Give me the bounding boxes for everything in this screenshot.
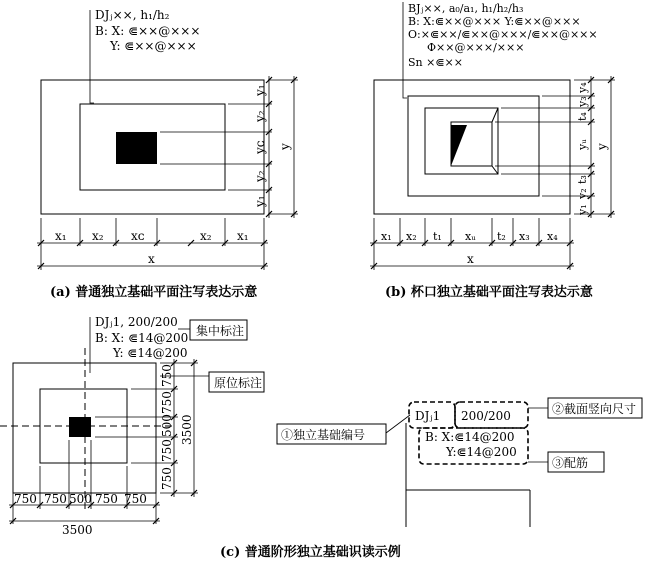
dim-b-y-total: y [595, 143, 609, 150]
dim-a-x2: x₂ [92, 229, 104, 243]
dim-b-t3: t₃ [576, 175, 589, 184]
panel-b-cup-fill [451, 125, 467, 166]
dim-a-xc: xᴄ [131, 229, 145, 243]
dim-a-y-total: y [278, 143, 292, 150]
dim-b-x-total: x [467, 252, 474, 266]
dim-a-y2: y₂ [253, 110, 267, 122]
panel-b-outer-step [374, 80, 570, 214]
panel-c-horizontal-dimensions [9, 440, 160, 537]
dim-c-v4: 750 [160, 439, 174, 462]
dim-a-y1b: y₁ [253, 195, 267, 207]
dim-a-x-total: x [148, 252, 155, 266]
panel-c-column [69, 417, 91, 437]
panel-b-rebar-sn: Sn ×⋐×× [408, 56, 463, 69]
dim-c-v3: 500 [160, 414, 174, 437]
panel-a-rebar-y: Y: ⋐××@××× [110, 39, 197, 53]
dim-c-h3: 500 [69, 492, 92, 506]
dim-a-x1b: x₁ [237, 229, 249, 243]
dim-b-xu: xᵤ [465, 230, 476, 243]
panel-d-code: DJⱼ1 [415, 409, 441, 423]
panel-d-rebar-y: Y:⋐14@200 [446, 445, 517, 459]
dim-b-y2: y₂ [576, 188, 589, 199]
dim-b-x1: x₁ [381, 230, 392, 243]
panel-b-caption: (b) 杯口独立基础平面注写表达示意 [385, 285, 593, 300]
tag-centralized: 集中标注 [196, 324, 245, 338]
panel-a-rebar-x: B: X: ⋐××@××× [95, 24, 201, 38]
tag-in-situ: 原位标注 [214, 376, 263, 390]
panel-a-caption: (a) 普通独立基础平面注写表达示意 [50, 285, 258, 300]
dim-b-t1: t₁ [433, 230, 442, 243]
panel-d-section: 200/200 [461, 409, 511, 423]
panel-a-vertical-dimensions [160, 76, 298, 218]
dim-c-v1: 750 [160, 364, 174, 387]
dim-b-x2: x₂ [406, 230, 417, 243]
dim-b-t4: t₄ [576, 112, 589, 121]
panel-b-leader [403, 2, 407, 98]
panel-a-horizontal-dimensions [37, 218, 268, 270]
panel-a-column [116, 132, 157, 164]
dim-b-y4: y₄ [576, 82, 589, 93]
dim-b-x4: x₄ [547, 230, 558, 243]
panel-a-leader [90, 10, 94, 103]
callout-2: ②截面竖向尺寸 [552, 402, 637, 416]
panel-b-vertical-dimensions [495, 76, 615, 218]
panel-b-inner-step [408, 96, 539, 196]
panel-c-label: DJⱼ1, 200/200 [95, 315, 178, 329]
panel-b-horizontal-dimensions [370, 218, 574, 270]
panel-b-rebar-o2: Φ××@×××/××× [427, 41, 525, 54]
dim-c-h2: 750 [44, 492, 67, 506]
dim-c-h5: 750 [124, 492, 147, 506]
panel-b-cup-outer [425, 108, 498, 174]
dim-b-y1: y₁ [576, 204, 589, 215]
dim-c-h1: 750 [14, 492, 37, 506]
callout-3: ③配筋 [552, 456, 589, 470]
panel-a-label: DJⱼ××, h₁/h₂ [95, 8, 170, 22]
dim-a-y2b: y₂ [253, 170, 267, 182]
dim-b-x3: x₃ [519, 230, 530, 243]
dim-b-yu: yᵤ [576, 139, 589, 150]
panel-d-rebar-x: B: X:⋐14@200 [425, 430, 515, 444]
panel-d [277, 398, 642, 527]
panel-b [370, 2, 615, 300]
dim-c-v-total: 3500 [180, 414, 194, 445]
panel-c-caption: (c) 普通阶形独立基础识读示例 [220, 545, 401, 560]
dim-a-x2b: x₂ [200, 229, 212, 243]
panel-b-cup-corner [492, 108, 498, 122]
panel-c-rebar-y: Y: ⋐14@200 [113, 346, 188, 360]
dim-a-yc: yᴄ [253, 140, 267, 154]
dim-b-t2: t₂ [497, 230, 506, 243]
panel-c-vertical-dimensions [95, 359, 198, 497]
dim-c-h4: 750 [95, 492, 118, 506]
panel-c-rebar-x: B: X: ⋐14@200 [95, 331, 189, 345]
dim-c-h-total: 3500 [62, 523, 93, 537]
panel-b-label: BJⱼ××, a₀/a₁, h₁/h₂/h₃ [408, 2, 524, 15]
dim-c-v2: 750 [160, 391, 174, 414]
panel-b-rebar-o1: O:×⋐××/⋐××@×××/⋐××@××× [408, 28, 598, 41]
dim-a-y1: y₁ [253, 84, 267, 96]
panel-b-rebar-b: B: X:⋐××@××× Y:⋐××@××× [408, 15, 581, 28]
dim-b-y3: y₃ [576, 96, 589, 107]
dim-a-x1: x₁ [55, 229, 67, 243]
dim-c-v5: 750 [160, 467, 174, 490]
callout-1: ①独立基础编号 [281, 428, 366, 442]
panel-c [0, 315, 264, 537]
panel-a [37, 8, 298, 300]
